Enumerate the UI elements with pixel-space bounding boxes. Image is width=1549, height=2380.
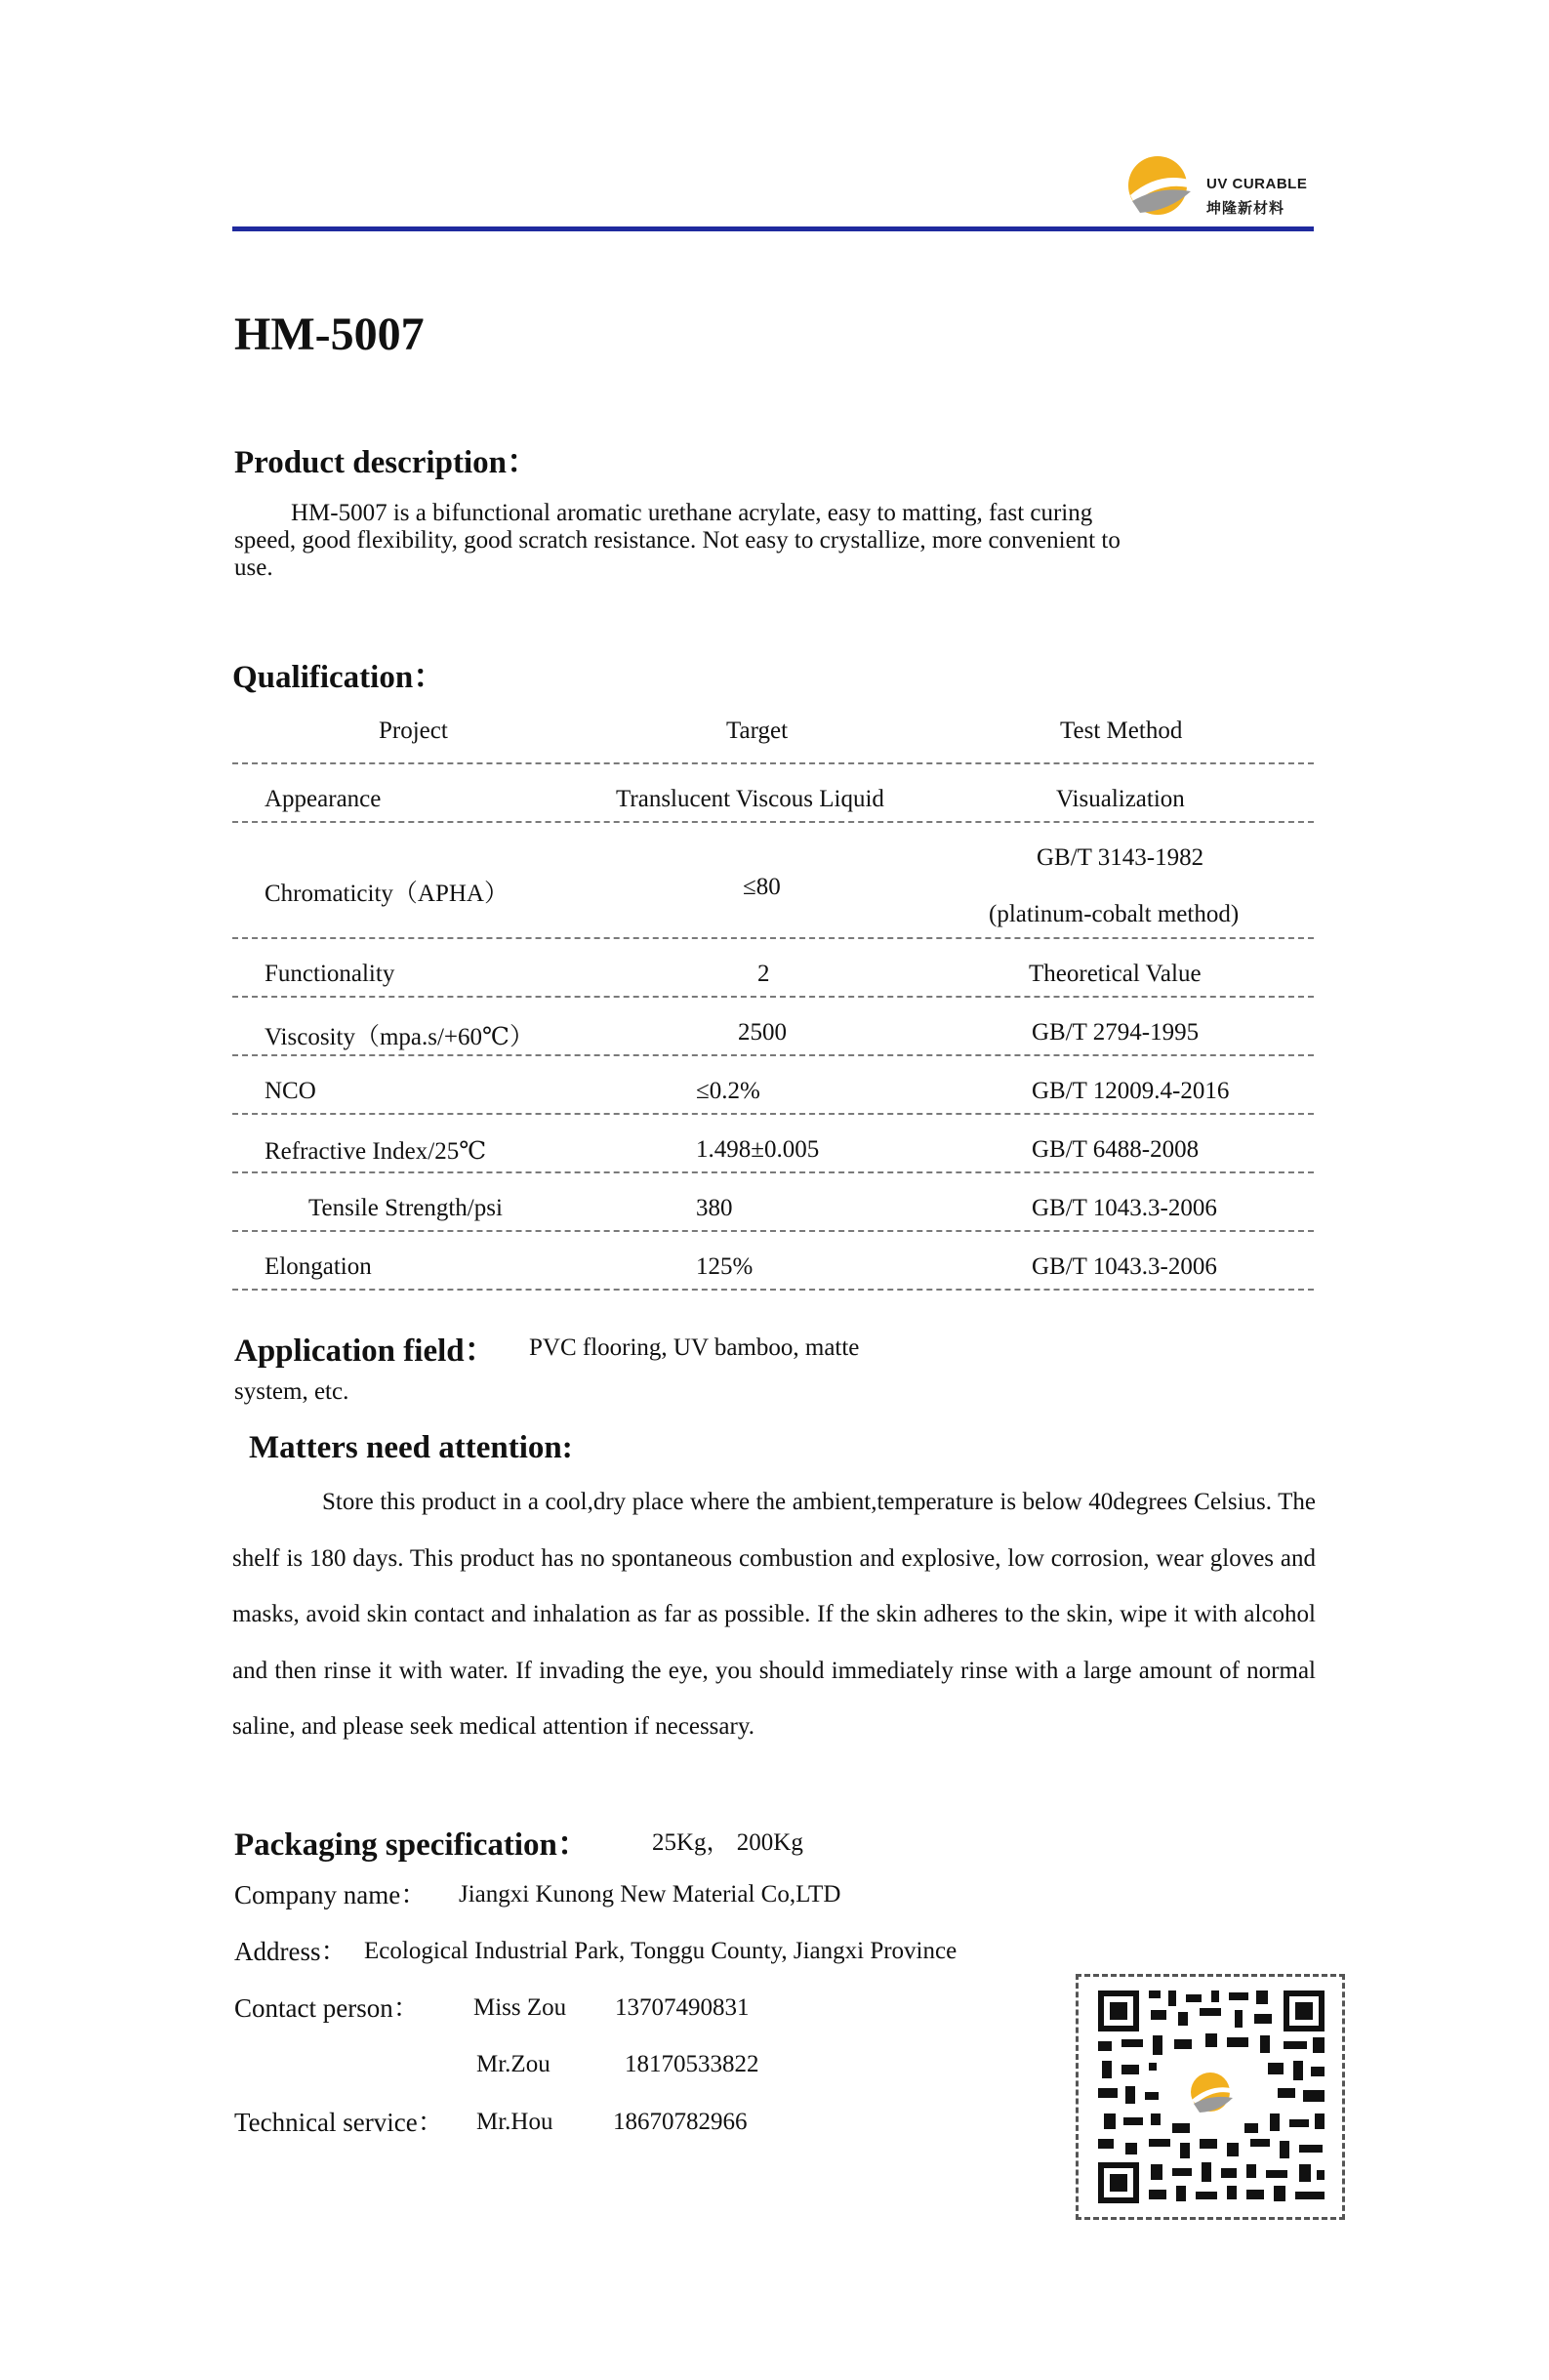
project-cell: Refractive Index/25℃: [265, 1138, 487, 1165]
target-cell: 125%: [696, 1253, 754, 1280]
contact-name-1: Miss Zou: [473, 1994, 567, 2021]
packaging-value: 25Kg， 200Kg: [652, 1829, 803, 1856]
table-row: [232, 1232, 1314, 1291]
company-label: Company name：: [234, 1880, 428, 1909]
method-cell: GB/T 6488-2008: [1032, 1136, 1200, 1163]
qualification-table: [232, 706, 1314, 1291]
table-row: [232, 764, 1314, 823]
method-cell: GB/T 2794-1995: [1032, 1019, 1200, 1046]
contact-phone-1: 13707490831: [615, 1994, 750, 2021]
qr-code-icon: [1079, 1977, 1342, 2217]
project-cell: Chromaticity（APHA）: [265, 881, 509, 907]
logo-text-en: UV CURABLE: [1206, 176, 1308, 192]
table-row: [232, 823, 1314, 939]
qualification-heading: Qualification：: [232, 660, 446, 695]
table-row: [232, 939, 1314, 998]
project-cell: NCO: [265, 1078, 316, 1104]
method-cell: Visualization: [1056, 786, 1185, 812]
project-cell: Functionality: [265, 961, 395, 987]
table-row: [232, 1056, 1314, 1115]
target-cell: 380: [696, 1195, 733, 1221]
description-line-1: HM-5007 is a bifunctional aromatic urethane acrylate, easy to matting, fast curing: [291, 500, 1093, 526]
target-cell: Translucent Viscous Liquid: [616, 786, 884, 812]
technical-name: Mr.Hou: [476, 2109, 553, 2135]
column-header-project: Project: [379, 718, 448, 744]
contact-phone-2: 18170533822: [625, 2051, 759, 2077]
method-cell: Theoretical Value: [1029, 961, 1202, 987]
document-title: HM-5007: [234, 308, 425, 360]
technical-label: Technical service：: [234, 2108, 444, 2137]
address-value: Ecological Industrial Park, Tonggu County, Jiangxi Province: [364, 1938, 958, 1964]
table-header-row: [232, 706, 1314, 764]
method-cell: GB/T 3143-1982: [1037, 844, 1204, 871]
table-row: [232, 998, 1314, 1056]
method-cell: GB/T 1043.3-2006: [1032, 1253, 1217, 1280]
attention-paragraph: Store this product in a cool,dry place where the ambient,temperature is below 40degrees Celsius. The shelf is 180 days. This product has no spontaneous combustion and explosive, low corrosion, wear gloves and masks, avoid skin contact and inhalation as far as possible. If the skin adheres to the skin, wipe it with alcohol and then rinse it with water. If invading the eye, you should immediately rinse with a large amount of normal saline, and please seek medical attention if necessary.: [232, 1489, 1316, 1740]
company-value: Jiangxi Kunong New Material Co,LTD: [459, 1881, 841, 1908]
description-line-3: use.: [234, 554, 273, 581]
logo-text-cn: 坤隆新材料: [1206, 199, 1285, 217]
method-cell: GB/T 1043.3-2006: [1032, 1195, 1217, 1221]
project-cell: Appearance: [265, 786, 382, 812]
attention-heading: Matters need attention:: [249, 1430, 573, 1465]
column-header-target: Target: [726, 718, 789, 744]
description-line-2: speed, good flexibility, good scratch resistance. Not easy to crystallize, more convenient to: [234, 527, 1121, 554]
product-description-heading: Product description：: [234, 445, 539, 480]
contact-label: Contact person：: [234, 1993, 420, 2023]
header-rule: [232, 226, 1314, 231]
contact-name-2: Mr.Zou: [476, 2051, 550, 2077]
packaging-heading: Packaging specification：: [234, 1827, 590, 1863]
project-cell: Viscosity（mpa.s/+60℃）: [265, 1024, 534, 1050]
technical-phone: 18670782966: [613, 2109, 748, 2135]
company-logo: [1121, 146, 1335, 234]
application-heading: Application field：: [234, 1334, 497, 1369]
logo-mark-icon: [1121, 152, 1195, 223]
method-note-cell: (platinum-cobalt method): [989, 901, 1240, 927]
project-cell: Tensile Strength/psi: [308, 1195, 503, 1221]
target-cell: ≤80: [743, 874, 781, 900]
table-row: [232, 1173, 1314, 1232]
qr-code: [1076, 1974, 1345, 2220]
table-row: [232, 1115, 1314, 1173]
application-text-line-1: PVC flooring, UV bamboo, matte: [529, 1334, 860, 1361]
application-text-line-2: system, etc.: [234, 1378, 349, 1405]
project-cell: Elongation: [265, 1253, 372, 1280]
target-cell: 1.498±0.005: [696, 1136, 820, 1163]
target-cell: ≤0.2%: [696, 1078, 760, 1104]
target-cell: 2500: [738, 1019, 787, 1046]
target-cell: 2: [757, 961, 770, 987]
method-cell: GB/T 12009.4-2016: [1032, 1078, 1230, 1104]
column-header-method: Test Method: [1060, 718, 1183, 744]
address-label: Address：: [234, 1937, 347, 1966]
